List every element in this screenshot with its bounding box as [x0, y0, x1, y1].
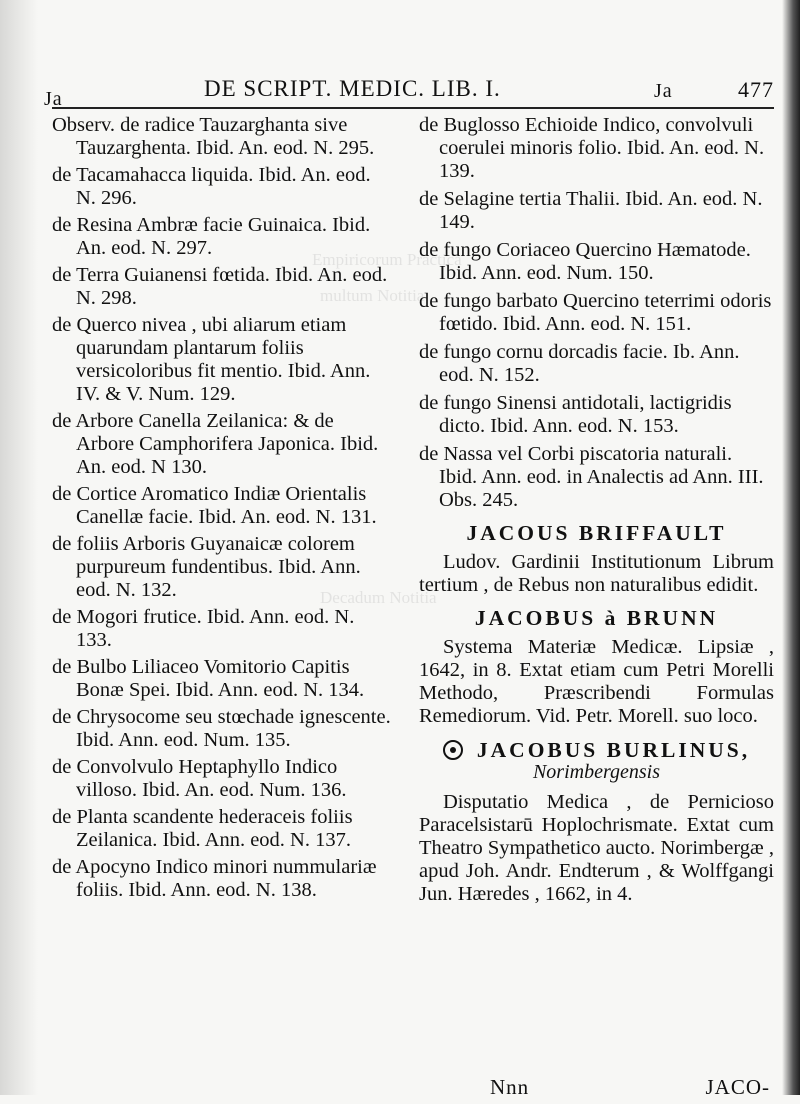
entry-planta-scandente: de Planta scandente hederaceis foliis Zeilanica. Ibid. Ann. eod. N. 137.: [52, 806, 353, 851]
page-number: 477: [738, 77, 774, 102]
running-head: [44, 76, 774, 110]
section-heading-briffault: JACOUS BRIFFAULT: [466, 521, 727, 545]
entry-tacamahacca: de Tacamahacca liquida. Ibid. An. eod. N. 296.: [52, 164, 371, 209]
left-guide-word: Ja: [44, 88, 63, 110]
section-text-brunn: Systema Materiæ Medicæ. Lipsiæ , 1642, in 8. Extat etiam cum Petri Morelli Methodo, Præscribendi Formulas Remediorum. Vid. Petr. Morell. suo loco.: [419, 636, 774, 727]
entry-foliis-arboris: de foliis Arboris Guyanaicæ colorem purpureum fundentibus. Ibid. Ann. eod. N. 132.: [52, 533, 361, 601]
head-rule: [52, 107, 774, 109]
page-footer: [44, 1075, 774, 1104]
right-text-column: [419, 114, 774, 914]
sun-symbol-icon: [443, 740, 463, 760]
entry-fungo-sinensi: de fungo Sinensi antidotali, lactigridis dicto. Ibid. Ann. eod. N. 153.: [419, 392, 732, 437]
entry-resina-ambrae: de Resina Ambræ facie Guinaica. Ibid. An. eod. N. 297.: [52, 214, 371, 259]
scan-left-edge: [0, 0, 38, 1095]
entry-buglosso: de Buglosso Echioide Indico, convolvuli coerulei minoris folio. Ibid. An. eod. N. 139.: [419, 114, 765, 182]
scan-right-edge: [782, 0, 800, 1095]
entry-nassa: de Nassa vel Corbi piscatoria naturali. Ibid. Ann. eod. in Analectis ad Ann. III. Obs. 245.: [419, 443, 764, 511]
entry-tauzarghanta: Observ. de radice Tauzarghanta sive Tauzarghenta. Ibid. An. eod. N. 295.: [52, 114, 375, 159]
entry-selagine: de Selagine tertia Thalii. Ibid. An. eod. N. 149.: [419, 188, 763, 233]
entry-mogori-frutice: de Mogori frutice. Ibid. Ann. eod. N. 133.: [52, 606, 355, 651]
section-text-briffault: Ludov. Gardinii Institutionum Librum tertium , de Rebus non naturalibus edidit.: [419, 551, 774, 596]
catchword: JACO-: [705, 1075, 770, 1099]
entry-fungo-coriaceo: de fungo Coriaceo Quercino Hæmatode. Ibid. Ann. eod. Num. 150.: [419, 239, 751, 284]
entry-fungo-cornu: de fungo cornu dorcadis facie. Ib. Ann. eod. N. 152.: [419, 341, 740, 386]
entry-fungo-barbato: de fungo barbato Quercino teterrimi odoris fœtido. Ibid. Ann. eod. N. 151.: [419, 290, 772, 335]
signature-mark: Nnn: [490, 1075, 530, 1099]
show-through-text: Empiricorum Practica: [312, 250, 462, 269]
show-through-text: multum Notitia: [320, 286, 425, 305]
entry-arbore-canella: de Arbore Canella Zeilanica: & de Arbore Camphorifera Japonica. Ibid. An. eod. N 130.: [52, 410, 379, 478]
entry-chrysocome: de Chrysocome seu stœchade ignescente. Ibid. Ann. eod. Num. 135.: [52, 706, 391, 751]
section-subheading-burlinus: Norimbergensis: [532, 761, 661, 783]
right-guide-word: Ja: [654, 80, 673, 102]
section-text-burlinus: Disputatio Medica , de Pernicioso Paracelsistarū Hoplochrismate. Extat cum Theatro Sympathetico aucto. Norimbergæ , apud Joh. Andr. Endterum , & Wolffgangi Jun. Hæredes , 1662, in 4.: [419, 791, 774, 905]
entry-cortice-aromatico: de Cortice Aromatico Indiæ Orientalis Canellæ facie. Ibid. An. eod. N. 131.: [52, 483, 377, 528]
entry-apocyno: de Apocyno Indico minori nummulariæ foliis. Ibid. Ann. eod. N. 138.: [52, 856, 377, 901]
running-title: DE SCRIPT. MEDIC. LIB. I.: [204, 76, 501, 101]
entry-terra-guianensi: de Terra Guianensi fœtida. Ibid. An. eod. N. 298.: [52, 264, 388, 309]
left-text-column: [52, 114, 392, 906]
entry-bulbo-liliaceo: de Bulbo Liliaceo Vomitorio Capitis Bonæ Spei. Ibid. Ann. eod. N. 134.: [52, 656, 365, 701]
section-heading-brunn: JACOBUS à BRUNN: [474, 606, 719, 630]
section-heading-burlinus-text: JACOBUS BURLINUS,: [476, 738, 751, 762]
show-through-text: Decadum Notitia: [320, 588, 437, 607]
entry-querco-nivea: de Querco nivea , ubi aliarum etiam quarundam plantarum foliis versicoloribus fit mentio. Ibid. Ann. IV. & V. Num. 129.: [52, 314, 371, 405]
entry-convolvulo: de Convolvulo Heptaphyllo Indico villoso. Ibid. An. eod. Num. 136.: [52, 756, 347, 801]
book-page: [44, 70, 774, 1099]
section-heading-burlinus: [419, 738, 774, 762]
